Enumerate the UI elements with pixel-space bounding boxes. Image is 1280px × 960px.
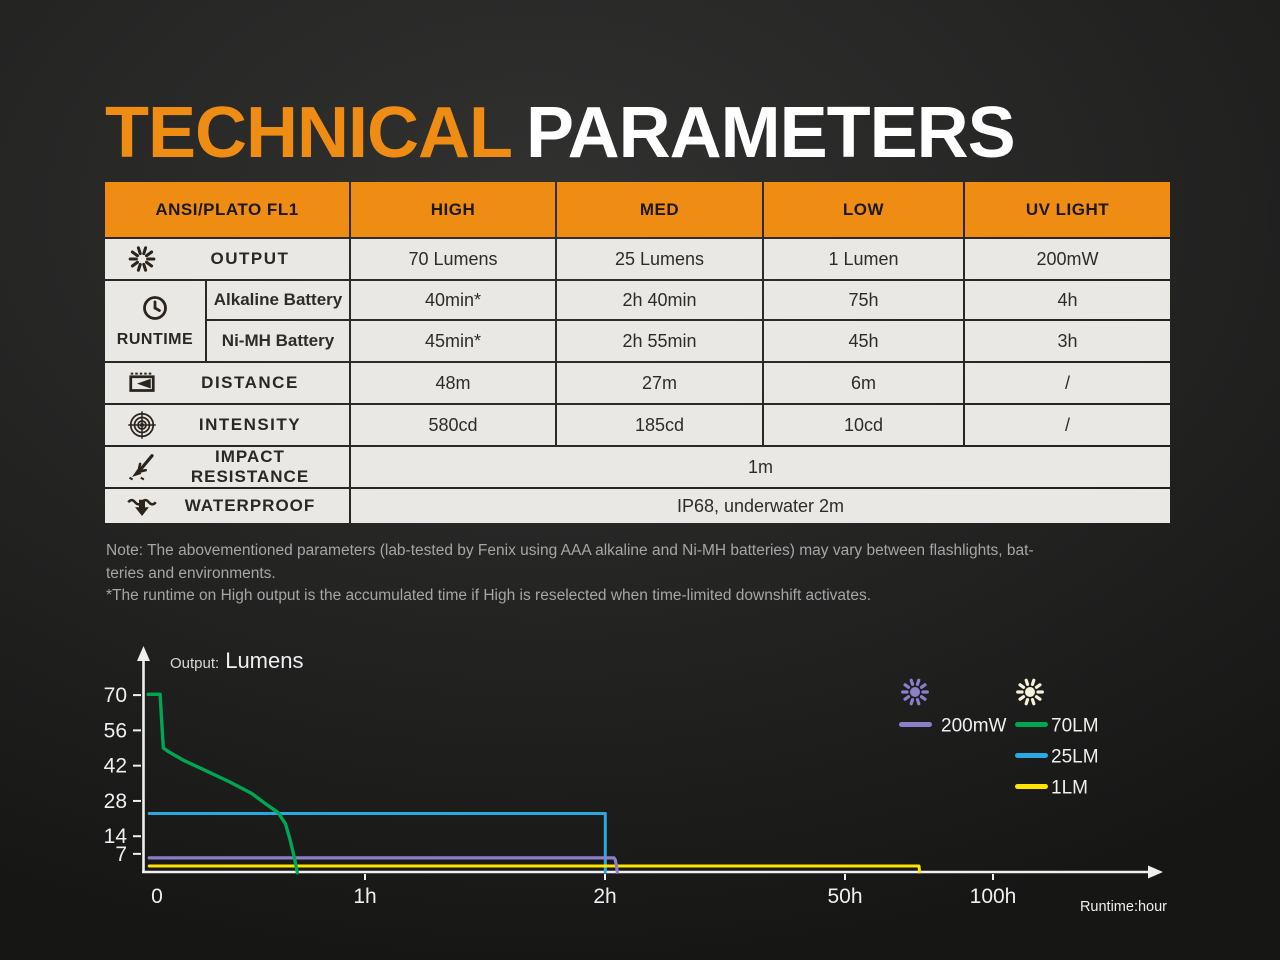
- uv-sun-icon: [903, 680, 928, 703]
- intensity-icon: [127, 410, 157, 440]
- nimh-med: 2h 55min: [557, 321, 762, 361]
- svg-text:100h: 100h: [969, 885, 1017, 908]
- row-label-intensity: [105, 405, 349, 445]
- svg-text:7: 7: [115, 842, 127, 866]
- header-ansi-plato: ANSI/PLATO FL1: [105, 182, 349, 237]
- series-70LM: [148, 694, 297, 873]
- row-label-distance: [105, 363, 349, 403]
- chart-title-unit: Lumens: [225, 648, 304, 673]
- header-med: MED: [557, 182, 762, 237]
- distance-icon: [127, 368, 157, 398]
- page-title: [105, 92, 1015, 174]
- intensity-high: 580cd: [351, 405, 555, 445]
- row-label-runtime: [105, 281, 205, 361]
- svg-text:Runtime:hour: Runtime:hour: [1079, 899, 1167, 915]
- distance-low: 6m: [764, 363, 963, 403]
- impact-value: 1m: [351, 447, 1170, 487]
- spec-table: [105, 182, 1170, 523]
- header-high: HIGH: [351, 182, 555, 237]
- intensity-med: 185cd: [557, 405, 762, 445]
- runtime-chart: [0, 640, 1280, 940]
- output-med: 25 Lumens: [557, 239, 762, 279]
- sun-icon: [127, 244, 157, 274]
- distance-uv: /: [965, 363, 1170, 403]
- impact-label: IMPACT RESISTANCE: [190, 447, 310, 486]
- waterproof-value: IP68, underwater 2m: [351, 489, 1170, 523]
- runtime-label: RUNTIME: [116, 330, 194, 348]
- intensity-uv: /: [965, 405, 1170, 445]
- footnote-line: teries and environments.: [106, 564, 276, 582]
- alkaline-uv: 4h: [965, 281, 1170, 319]
- output-high: 70 Lumens: [351, 239, 555, 279]
- output-label: OUTPUT: [210, 249, 290, 269]
- output-uv: 200mW: [965, 239, 1170, 279]
- distance-med: 27m: [557, 363, 762, 403]
- clock-icon: [141, 294, 169, 327]
- svg-text:50h: 50h: [827, 885, 863, 908]
- waterproof-icon: [127, 491, 157, 521]
- alkaline-high: 40min*: [351, 281, 555, 319]
- nimh-uv: 3h: [965, 321, 1170, 361]
- svg-text:70: 70: [103, 684, 127, 708]
- svg-text:2h: 2h: [593, 885, 617, 908]
- intensity-low: 10cd: [764, 405, 963, 445]
- svg-text:1h: 1h: [353, 885, 377, 908]
- legend-swatch-1LM: [1015, 784, 1048, 789]
- impact-icon: [127, 452, 157, 482]
- svg-text:0: 0: [151, 885, 163, 908]
- page-title-highlight: TECHNICAL: [105, 93, 512, 173]
- white-sun-icon: [1018, 680, 1043, 703]
- legend-label-70LM: 70LM: [1051, 715, 1099, 737]
- alkaline-med: 2h 40min: [557, 281, 762, 319]
- nimh-high: 45min*: [351, 321, 555, 361]
- footnotes: [106, 540, 1166, 608]
- svg-text:56: 56: [103, 719, 127, 743]
- nimh-battery-label: Ni-MH Battery: [207, 321, 349, 361]
- intensity-label: INTENSITY: [198, 415, 302, 435]
- footnote-line: *The runtime on High output is the accumulated time if High is reselected when time-limited downshift activates.: [106, 587, 872, 604]
- series-25LM: [149, 814, 605, 873]
- legend-swatch-200mW: [899, 722, 932, 727]
- header-uv-light: UV LIGHT: [965, 182, 1170, 237]
- header-low: LOW: [764, 182, 963, 237]
- legend-label-200mW: 200mW: [941, 715, 1007, 737]
- row-label-impact: [105, 447, 349, 487]
- row-label-waterproof: [105, 489, 349, 523]
- distance-label: DISTANCE: [201, 373, 299, 393]
- svg-text:28: 28: [103, 789, 127, 813]
- svg-text:14: 14: [103, 825, 127, 849]
- output-low: 1 Lumen: [764, 239, 963, 279]
- page-title-rest: PARAMETERS: [525, 93, 1015, 173]
- legend-swatch-70LM: [1015, 722, 1048, 727]
- legend-label-25LM: 25LM: [1051, 746, 1099, 768]
- distance-high: 48m: [351, 363, 555, 403]
- svg-text:42: 42: [103, 754, 127, 778]
- row-label-output: [105, 239, 349, 279]
- footnote-line: Note: The abovementioned parameters (lab-tested by Fenix using AAA alkaline and Ni-MH batteries) may vary between flashlights, bat-: [106, 542, 1034, 559]
- legend-label-1LM: 1LM: [1051, 777, 1088, 799]
- alkaline-battery-label: Alkaline Battery: [207, 281, 349, 319]
- nimh-low: 45h: [764, 321, 963, 361]
- legend-swatch-25LM: [1015, 753, 1048, 758]
- waterproof-label: WATERPROOF: [184, 496, 316, 516]
- chart-title-prefix: Output:: [170, 655, 220, 672]
- alkaline-low: 75h: [764, 281, 963, 319]
